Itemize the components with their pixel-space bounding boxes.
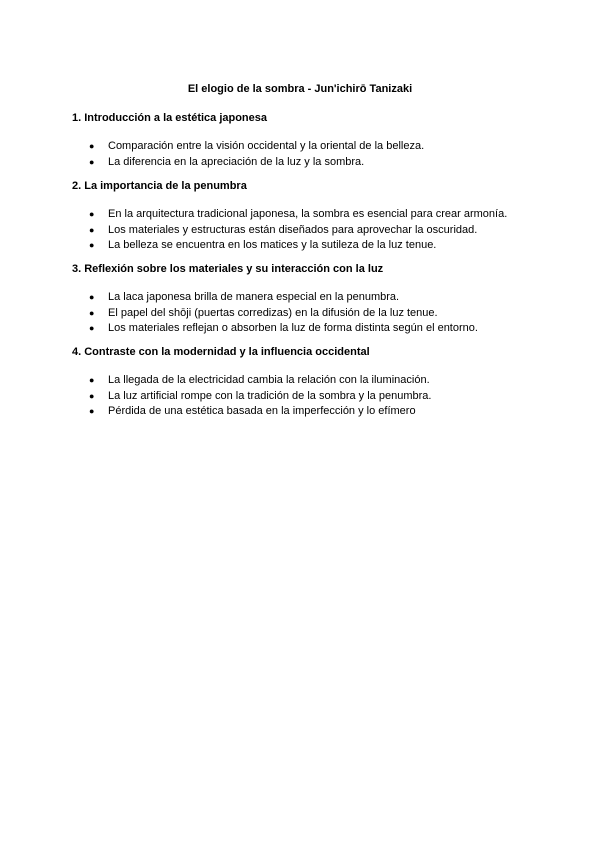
list-item xyxy=(72,207,542,223)
bullet-icon: ● xyxy=(89,209,95,219)
list-item-text: La belleza se encuentra en los matices y la sutileza de la luz tenue. xyxy=(108,239,437,251)
bullet-icon: ● xyxy=(89,323,95,333)
list-item-text: Los materiales reflejan o absorben la luz de forma distinta según el entorno. xyxy=(108,322,478,334)
list-item xyxy=(72,155,542,171)
section-modernidad xyxy=(72,345,542,420)
bullet-list xyxy=(72,373,542,420)
list-item xyxy=(72,290,542,306)
list-item xyxy=(72,139,542,155)
list-item-text: La laca japonesa brilla de manera especial en la penumbra. xyxy=(108,291,400,303)
list-item-text: La luz artificial rompe con la tradición de la sombra y la penumbra. xyxy=(108,389,432,402)
bullet-icon: ● xyxy=(89,224,95,235)
section-heading: 2. La importancia de la penumbra xyxy=(72,180,247,192)
list-item-text: El papel del shōji (puertas corredizas) en la difusión de la luz tenue. xyxy=(108,306,438,319)
list-item xyxy=(72,223,542,239)
section-materiales xyxy=(72,262,542,337)
bullet-icon: ● xyxy=(89,292,95,302)
bullet-list xyxy=(72,139,542,170)
bullet-icon: ● xyxy=(89,406,95,416)
section-heading: 1. Introducción a la estética japonesa xyxy=(72,112,268,124)
section-introduccion xyxy=(72,111,542,170)
list-item xyxy=(72,321,542,337)
document-title: El elogio de la sombra - Jun'ichirō Tanizaki xyxy=(187,83,413,95)
bullet-icon: ● xyxy=(89,375,95,385)
list-item-text: La llegada de la electricidad cambia la relación con la iluminación. xyxy=(108,374,430,386)
list-item xyxy=(72,238,542,254)
list-item xyxy=(72,373,542,389)
bullet-icon: ● xyxy=(89,156,95,167)
section-heading: 4. Contraste con la modernidad y la influencia occidental xyxy=(72,346,370,358)
list-item-text: En la arquitectura tradicional japonesa, la sombra es esencial para crear armonía. xyxy=(108,208,508,220)
list-item xyxy=(72,306,542,322)
list-item xyxy=(72,404,542,420)
bullet-icon: ● xyxy=(89,307,95,318)
bullet-icon: ● xyxy=(89,240,95,250)
section-heading: 3. Reflexión sobre los materiales y su interacción con la luz xyxy=(72,263,384,275)
bullet-icon: ● xyxy=(89,390,95,401)
list-item xyxy=(72,389,542,405)
bullet-list xyxy=(72,207,542,254)
bullet-icon: ● xyxy=(89,141,95,151)
list-item-text: Comparación entre la visión occidental y la oriental de la belleza. xyxy=(108,140,425,152)
section-penumbra xyxy=(72,179,542,254)
bullet-list xyxy=(72,290,542,337)
list-item-text: Pérdida de una estética basada en la imperfección y lo efímero xyxy=(108,405,416,417)
list-item-text: La diferencia en la apreciación de la luz y la sombra. xyxy=(108,155,365,168)
list-item-text: Los materiales y estructuras están diseñados para aprovechar la oscuridad. xyxy=(108,223,478,236)
